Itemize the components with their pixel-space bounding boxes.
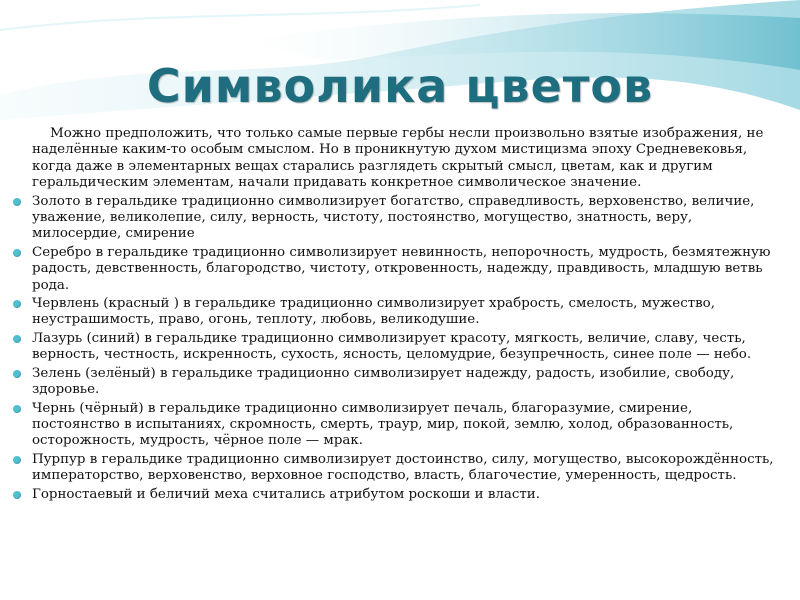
list-item <box>12 401 784 450</box>
bullet-text: Горностаевый и беличий меха считались атрибутом роскоши и власти. <box>32 486 540 502</box>
bullet-icon <box>13 405 21 413</box>
bullet-list <box>12 194 784 503</box>
list-item <box>12 452 784 485</box>
intro-paragraph: Можно предположить, что только самые первые гербы несли произвольно взятые изображения, не наделённые каким-то особым смыслом. Но в проникнутую духом мистицизма эпоху Средневековья, когда даже в элементарных вещах старались разглядеть скрытый смысл, цветам, как и другим геральдическим элементам, начали придавать конкретное символическое значение. <box>32 126 764 191</box>
bullet-icon <box>13 300 21 308</box>
list-item <box>12 296 784 329</box>
list-item <box>12 331 784 364</box>
bullet-text: Золото в геральдике традиционно символизирует богатство, справедливость, верховенство, величие, уважение, великолепие, силу, верность, чистоту, постоянство, могущество, знатность, веру, милосердие, смирение <box>32 193 755 242</box>
list-item <box>12 245 784 294</box>
bullet-text: Червлень (красный ) в геральдике традиционно символизирует храбрость, смелость, мужество, неустрашимость, право, огонь, теплоту, любовь, великодушие. <box>32 296 715 328</box>
list-item <box>12 487 784 503</box>
bullet-text: Зелень (зелёный) в геральдике традиционно символизирует надежду, радость, изобилие, свободу, здоровье. <box>32 365 735 398</box>
bullet-icon <box>13 198 21 206</box>
bullet-text: Серебро в геральдике традиционно символизирует невинность, непорочность, мудрость, безмятежную радость, девственность, благородство, чистоту, откровенность, надежду, правдивость, младшую ветвь рода. <box>32 244 771 293</box>
slide-body <box>12 126 784 503</box>
bullet-icon <box>13 249 21 257</box>
bullet-icon <box>13 370 21 378</box>
slide-title: Символика цветов <box>146 59 654 113</box>
bullet-icon <box>13 456 21 464</box>
bullet-text: Лазурь (синий) в геральдике традиционно символизирует красоту, мягкость, величие, славу, честь, верность, честность, искренность, сухость, ясность, целомудрие, безупречность, синее поле — небо. <box>32 330 752 363</box>
list-item <box>12 194 784 243</box>
bullet-text: Чернь (чёрный) в геральдике традиционно символизирует печаль, благоразумие, смирение, постоянство в испытаниях, скромность, смерть, траур, мир, покой, землю, холод, образованность, осторожность, мудрость, чёрное поле — мрак. <box>32 400 734 449</box>
bullet-text: Пурпур в геральдике традиционно символизирует достоинство, силу, могущество, высокорождённость, императорство, верховенство, верховное господство, власть, благочестие, умеренность, щедрость. <box>32 451 774 484</box>
bullet-icon <box>13 491 21 499</box>
bullet-icon <box>13 335 21 343</box>
list-item <box>12 366 784 399</box>
